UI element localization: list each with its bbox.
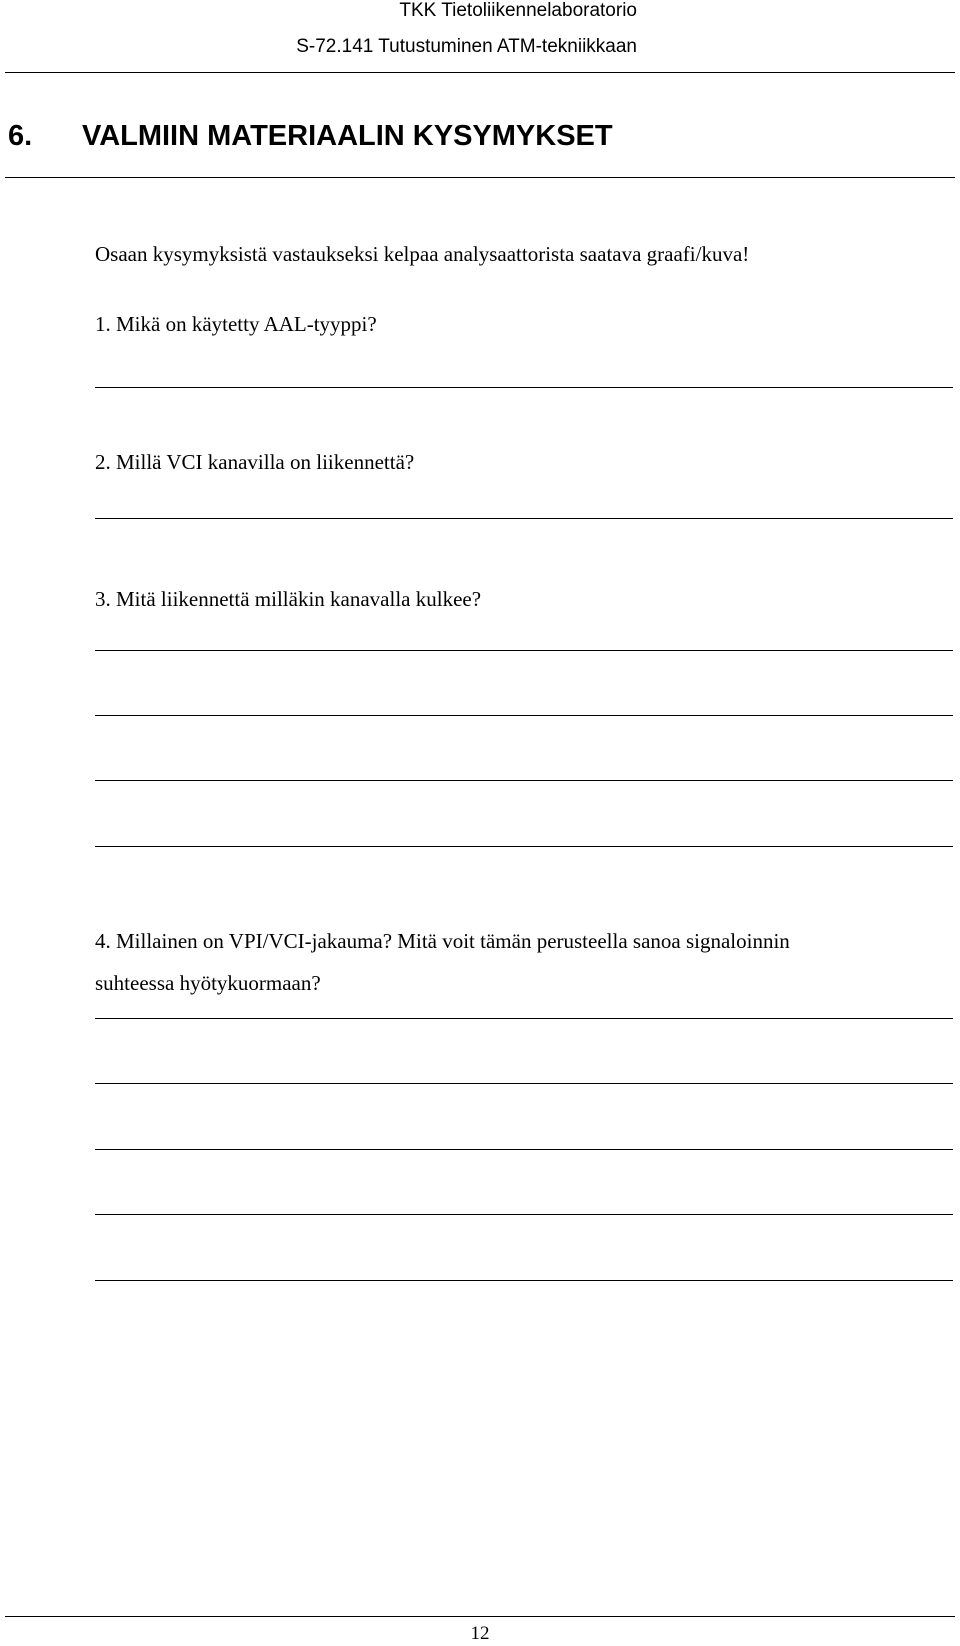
question-2: 2. Millä VCI kanavilla on liikennettä?	[95, 450, 415, 474]
header-organization: TKK Tietoliikennelaboratorio	[399, 0, 637, 21]
answer-line	[95, 1018, 953, 1019]
answer-line	[95, 780, 953, 781]
question-4-line-2: suhteessa hyötykuormaan?	[95, 971, 321, 995]
answer-line	[95, 1280, 953, 1281]
question-3: 3. Mitä liikennettä milläkin kanavalla kulkee?	[95, 587, 482, 611]
section-number: 6.	[8, 120, 33, 152]
answer-line	[95, 1214, 953, 1215]
section-heading	[8, 120, 613, 153]
question-4-line-1: 4. Millainen on VPI/VCI-jakauma? Mitä voit tämän perusteella sanoa signaloinnin	[95, 929, 790, 953]
section-title: VALMIIN MATERIAALIN KYSYMYKSET	[82, 120, 613, 152]
answer-line	[95, 1083, 953, 1084]
answer-line	[95, 715, 953, 716]
section-divider	[5, 177, 955, 178]
footer-divider	[5, 1616, 955, 1617]
answer-line	[95, 846, 953, 847]
intro-text: Osaan kysymyksistä vastaukseksi kelpaa analysaattorista saatava graafi/kuva!	[95, 242, 750, 266]
answer-line	[95, 518, 953, 519]
question-1: 1. Mikä on käytetty AAL-tyyppi?	[95, 312, 377, 336]
answer-line	[95, 1149, 953, 1150]
answer-line	[95, 650, 953, 651]
answer-line	[95, 387, 953, 388]
header-course: S-72.141 Tutustuminen ATM-tekniikkaan	[296, 36, 637, 57]
page-number: 12	[470, 1623, 490, 1644]
header-divider	[5, 72, 955, 73]
